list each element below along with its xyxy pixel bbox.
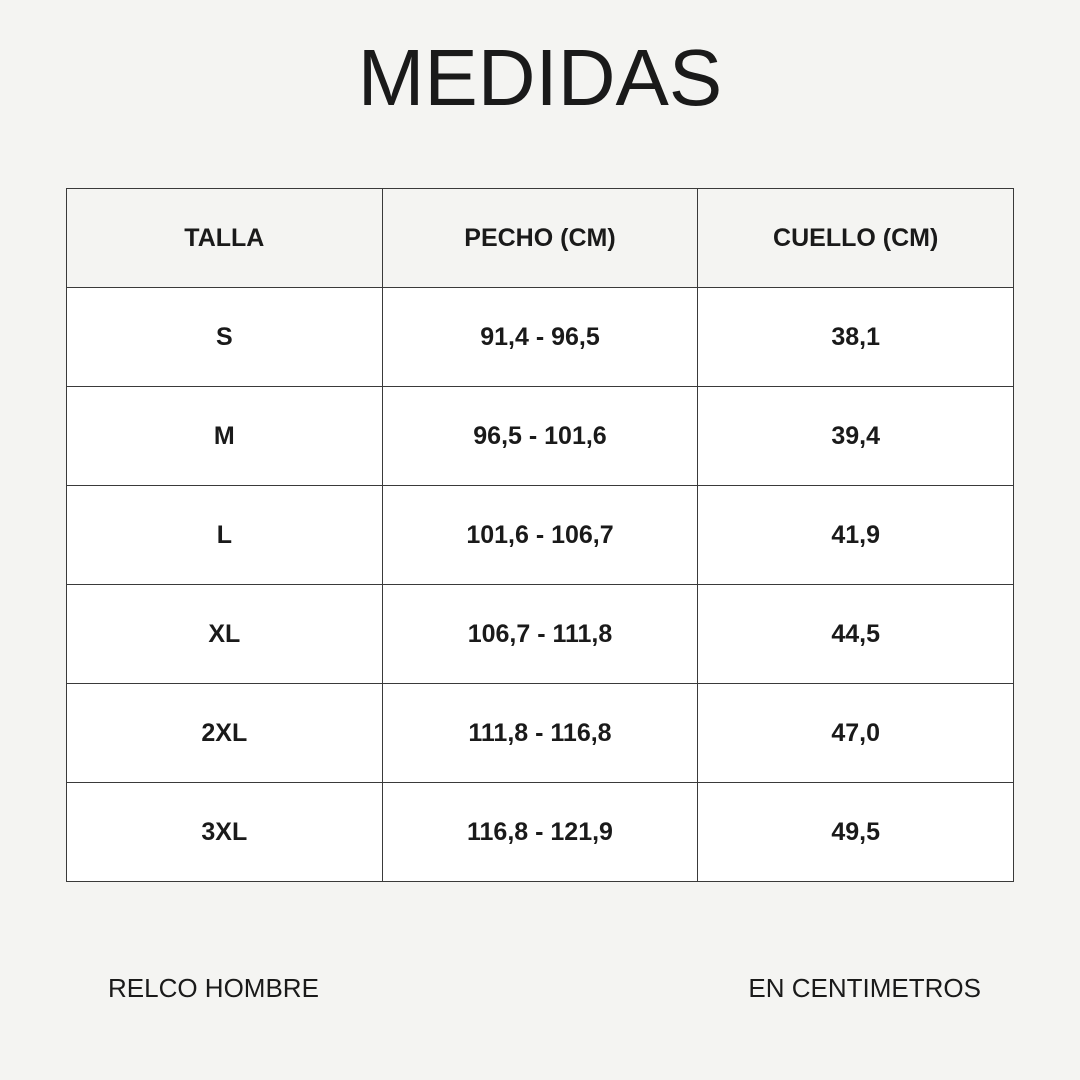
table-row — [67, 783, 1014, 882]
cell-pecho: 101,6 - 106,7 — [382, 486, 698, 585]
column-header-pecho: PECHO (CM) — [382, 189, 698, 288]
cell-talla: L — [67, 486, 383, 585]
cell-talla: 3XL — [67, 783, 383, 882]
cell-cuello: 47,0 — [698, 684, 1014, 783]
cell-talla: 2XL — [67, 684, 383, 783]
page-title: MEDIDAS — [357, 33, 723, 122]
cell-cuello: 39,4 — [698, 387, 1014, 486]
cell-talla: S — [67, 288, 383, 387]
cell-cuello: 41,9 — [698, 486, 1014, 585]
cell-pecho: 91,4 - 96,5 — [382, 288, 698, 387]
cell-pecho: 116,8 - 121,9 — [382, 783, 698, 882]
table-row — [67, 486, 1014, 585]
cell-cuello: 44,5 — [698, 585, 1014, 684]
cell-talla: M — [67, 387, 383, 486]
units-label: EN CENTIMETROS — [748, 973, 981, 1003]
cell-cuello: 49,5 — [698, 783, 1014, 882]
cell-pecho: 111,8 - 116,8 — [382, 684, 698, 783]
table-row — [67, 684, 1014, 783]
cell-talla: XL — [67, 585, 383, 684]
column-header-cuello: CUELLO (CM) — [698, 189, 1014, 288]
column-header-talla: TALLA — [67, 189, 383, 288]
cell-cuello: 38,1 — [698, 288, 1014, 387]
cell-pecho: 96,5 - 101,6 — [382, 387, 698, 486]
table-header-row — [67, 189, 1014, 288]
table-row — [67, 387, 1014, 486]
table-row — [67, 585, 1014, 684]
brand-label: RELCO HOMBRE — [108, 973, 319, 1003]
size-table — [66, 188, 1014, 882]
cell-pecho: 106,7 - 111,8 — [382, 585, 698, 684]
table-row — [67, 288, 1014, 387]
